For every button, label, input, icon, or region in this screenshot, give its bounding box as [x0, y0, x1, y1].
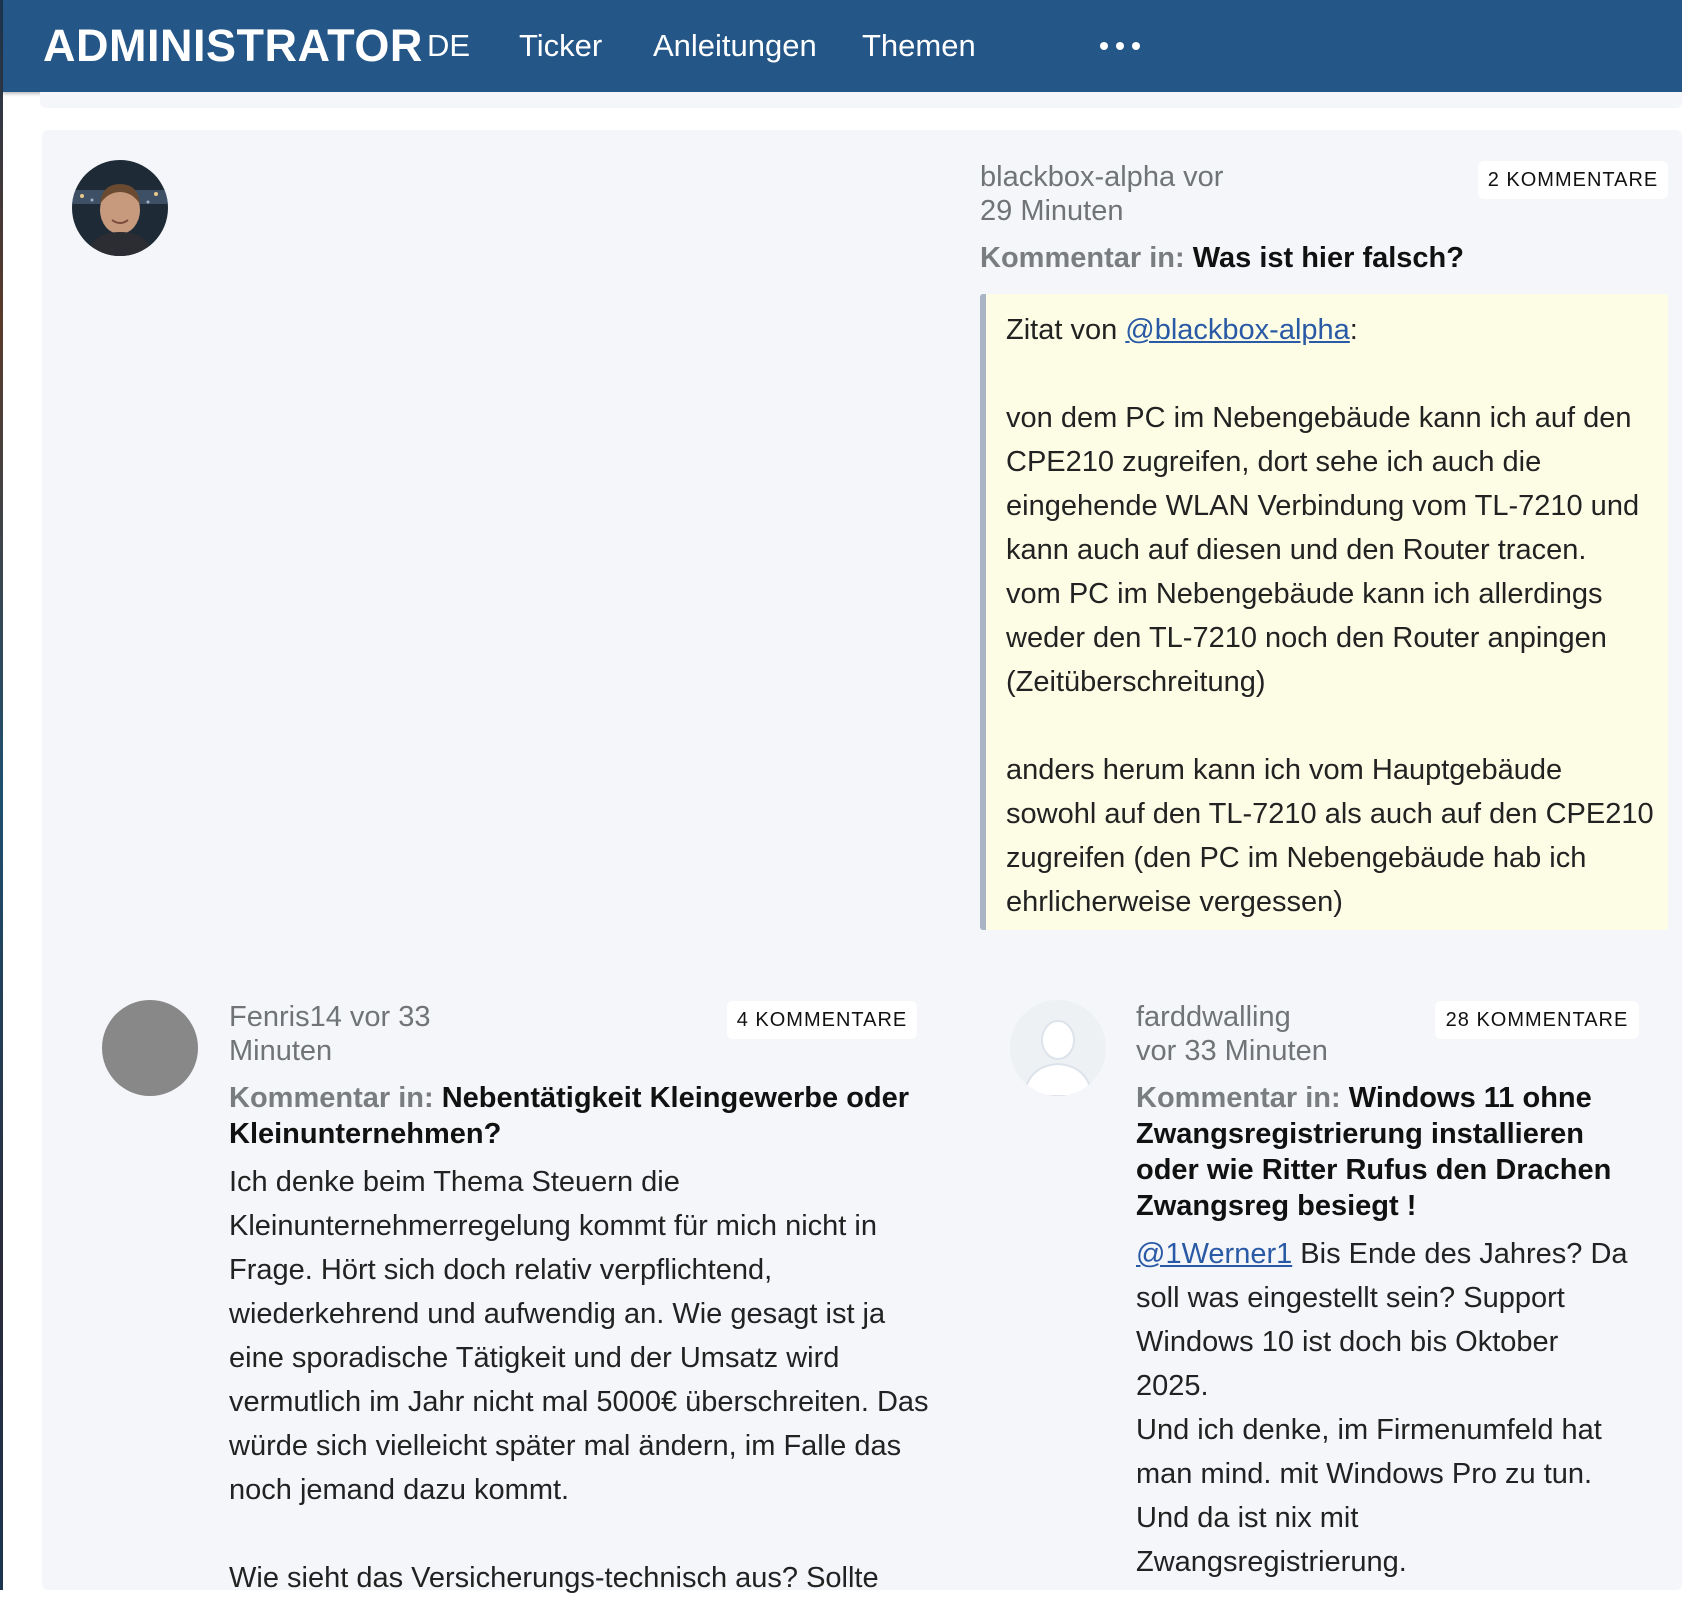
- quote-paragraph: anders herum kann ich vom Hauptgebäude sowohl auf den TL-7210 als auch auf den CPE210 zugreifen (den PC im Nebengebäude hab ich ehrlicherweise vergessen): [1006, 754, 1654, 918]
- avatar[interactable]: [1010, 1000, 1106, 1096]
- quote-paragraph: vom PC im Nebengebäude kann ich allerdings weder den TL-7210 noch den Router anpingen (Zeitüberschreitung): [1006, 578, 1607, 698]
- comment-label: Kommentar in:: [1136, 1082, 1341, 1114]
- site-logo[interactable]: ADMINISTRATOR: [43, 20, 423, 71]
- comment-paragraph: Ich denke beim Thema Steuern die Kleinunternehmerregelung kommt für mich nicht in Frage. Hört sich doch relativ verpflichtend, wiederkehrend und aufwendig an. Wie gesagt ist ja eine sporadische Tätigkeit und der Umsatz wird vermutlich im Jahr nicht mal 5000€ überschreiten. Das würde sich vielleicht später mal ändern, im Falle das noch jemand dazu kommt.: [229, 1166, 929, 1506]
- quote-author-mention[interactable]: @blackbox-alpha: [1125, 314, 1350, 346]
- avatar[interactable]: [72, 160, 168, 256]
- content-top-strip: [40, 92, 1682, 108]
- post-author-time: [980, 160, 1223, 228]
- user-photo-icon: [72, 160, 168, 256]
- quote-paragraph: von dem PC im Nebengebäude kann ich auf den CPE210 zugreifen, dort sehe ich auch die eingehende WLAN Verbindung vom TL-7210 und kann auch auf diesen und den Router tracen.: [1006, 402, 1640, 566]
- comments-count-badge[interactable]: 28 KOMMENTARE: [1435, 1001, 1639, 1039]
- thread-title-link[interactable]: Was ist hier falsch?: [1192, 242, 1464, 274]
- quote-block: [980, 294, 1668, 930]
- comment-thread-line: [229, 1080, 929, 1152]
- comment-body: [229, 1160, 929, 1600]
- comments-count-badge[interactable]: 2 KOMMENTARE: [1478, 161, 1668, 199]
- comment-paragraph: @1Werner1 Bis Ende des Jahres? Da soll was eingestellt sein? Support Windows 10 ist doch bis Oktober 2025.: [1136, 1238, 1628, 1402]
- quote-header: Zitat von @blackbox-alpha:: [1006, 314, 1358, 346]
- nav-item-themen[interactable]: Themen: [862, 28, 976, 63]
- post-time-line1: Fenris14 vor 33: [229, 1001, 431, 1033]
- window-edge: [0, 0, 3, 1590]
- thread-title-link[interactable]: Windows 11 ohne Zwangsregistrierung installieren oder wie Ritter Rufus den Drachen Zwangsreg besiegt !: [1136, 1082, 1612, 1222]
- post-time-line2: Minuten: [229, 1035, 333, 1067]
- comment-label: Kommentar in:: [980, 242, 1185, 274]
- top-navigation-bar: [3, 0, 1682, 92]
- post-time-line2: 29 Minuten: [980, 195, 1124, 227]
- comment-paragraph: Wie sieht das Versicherungs-technisch aus? Sollte: [229, 1562, 879, 1594]
- nav-item-de[interactable]: DE: [427, 28, 471, 63]
- comment-paragraph: Und ich denke, im Firmenumfeld hat man mind. mit Windows Pro zu tun. Und da ist nix mit Zwangsregistrierung.: [1136, 1414, 1602, 1578]
- post-time-line2: vor 33 Minuten: [1136, 1035, 1328, 1067]
- post-author-time: [229, 1000, 431, 1068]
- post-author-time: [1136, 1000, 1328, 1068]
- thread-title-link[interactable]: Nebentätigkeit Kleingewerbe oder Kleinunternehmen?: [229, 1082, 910, 1150]
- avatar[interactable]: [102, 1000, 198, 1096]
- comment-body: [1136, 1232, 1636, 1584]
- nav-item-anleitungen[interactable]: Anleitungen: [653, 28, 817, 63]
- comment-thread-line: [980, 240, 1670, 276]
- nav-item-ticker[interactable]: Ticker: [519, 28, 603, 63]
- comment-thread-line: [1136, 1080, 1636, 1224]
- more-dots-icon[interactable]: [1100, 22, 1144, 58]
- comment-label: Kommentar in:: [229, 1082, 434, 1114]
- user-mention-link[interactable]: @1Werner1: [1136, 1238, 1293, 1270]
- comments-count-badge[interactable]: 4 KOMMENTARE: [727, 1001, 917, 1039]
- default-user-icon: [1010, 1000, 1106, 1096]
- post-time-line1: blackbox-alpha vor: [980, 161, 1224, 193]
- post-time-line1: farddwalling: [1136, 1001, 1291, 1033]
